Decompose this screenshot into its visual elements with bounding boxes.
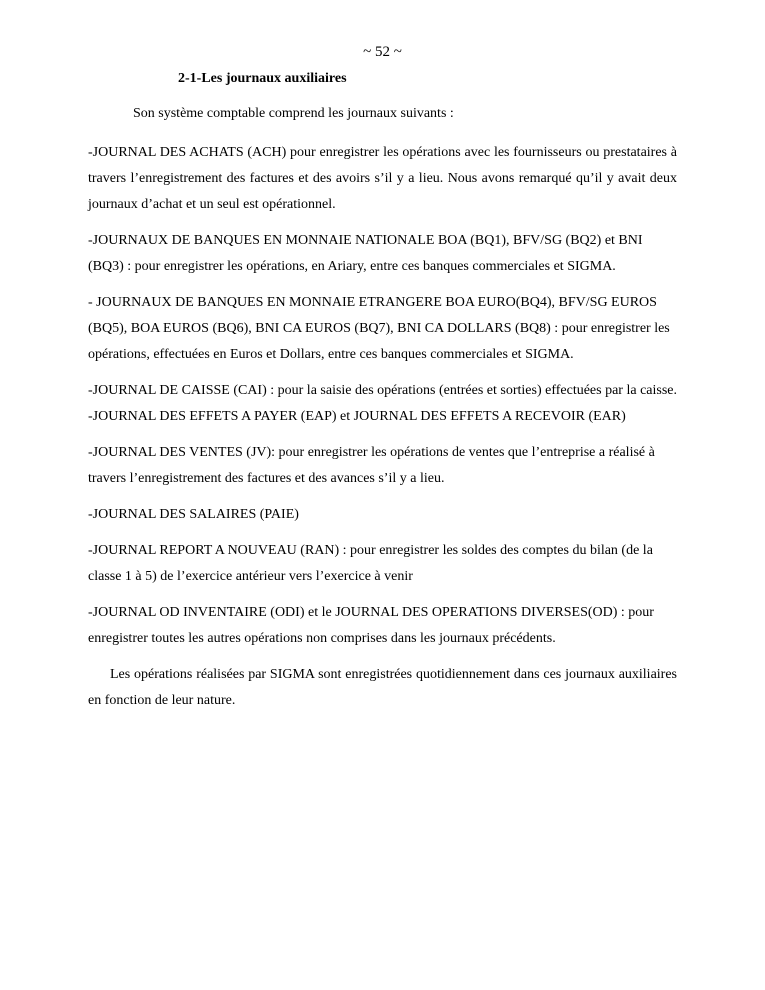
paragraph-journal-ventes: -JOURNAL DES VENTES (JV): pour enregistrer les opérations de ventes que l’entreprise a réalisé à travers l’enregistrement des factures et des avances s’il y a lieu. bbox=[88, 445, 655, 486]
paragraph-journal-salaires: -JOURNAL DES SALAIRES (PAIE) bbox=[88, 507, 299, 522]
intro-text: Son système comptable comprend les journaux suivants : bbox=[133, 106, 454, 121]
paragraph-journal-od: -JOURNAL OD INVENTAIRE (ODI) et le JOURNAL DES OPERATIONS DIVERSES(OD) : pour enregistrer toutes les autres opérations non comprises dans les journaux précédents. bbox=[88, 605, 654, 646]
paragraph-journal-caisse: -JOURNAL DE CAISSE (CAI) : pour la saisie des opérations (entrées et sorties) effectuées par la caisse. bbox=[88, 383, 677, 398]
paragraph-banques-monnaie-nationale: -JOURNAUX DE BANQUES EN MONNAIE NATIONALE BOA (BQ1), BFV/SG (BQ2) et BNI (BQ3) : pour enregistrer les opérations, en Ariary, entre ces banques commerciales et SIGMA. bbox=[88, 233, 643, 274]
page-number: ~ 52 ~ bbox=[363, 44, 402, 60]
paragraph-banques-monnaie-etrangere: - JOURNAUX DE BANQUES EN MONNAIE ETRANGERE BOA EURO(BQ4), BFV/SG EUROS (BQ5), BOA EUROS (BQ6), BNI CA EUROS (BQ7), BNI CA DOLLARS (BQ8) : pour enregistrer les opérations, effectuées en Euros et Dollars, entre ces banques commerciales et SIGMA. bbox=[88, 295, 670, 362]
document-body bbox=[88, 140, 677, 724]
paragraph-journal-achats: -JOURNAL DES ACHATS (ACH) pour enregistrer les opérations avec les fournisseurs ou prestataires à travers l’enregistrement des factures et des avoirs s’il y a lieu. Nous avons remarqué qu’il y avait deux journaux d’achat et un seul est opérationnel. bbox=[88, 145, 677, 212]
paragraph-journal-effets: -JOURNAL DES EFFETS A PAYER (EAP) et JOURNAL DES EFFETS A RECEVOIR (EAR) bbox=[88, 409, 626, 424]
paragraph-closing: Les opérations réalisées par SIGMA sont enregistrées quotidiennement dans ces journaux auxiliaires en fonction de leur nature. bbox=[88, 667, 677, 708]
section-heading: 2-1-Les journaux auxiliaires bbox=[178, 71, 347, 86]
paragraph-journal-report-a-nouveau: -JOURNAL REPORT A NOUVEAU (RAN) : pour enregistrer les soldes des comptes du bilan (de la classe 1 à 5) de l’exercice antérieur vers l’exercice à venir bbox=[88, 543, 653, 584]
